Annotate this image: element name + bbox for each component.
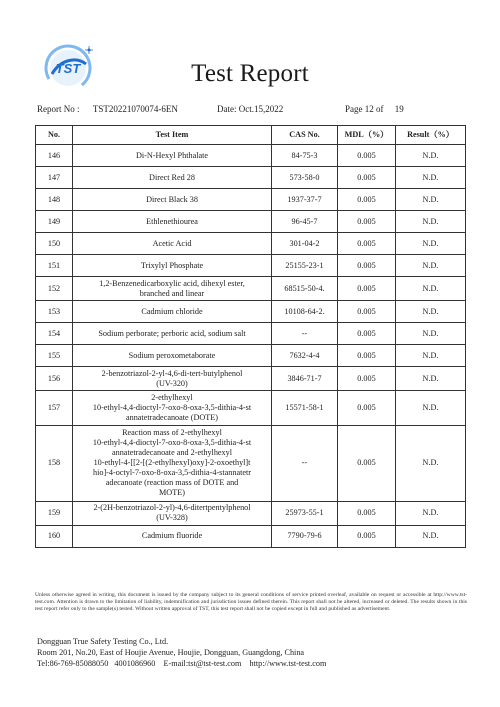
cas-number: 7632-4-4 [272,345,338,367]
table-row [36,367,466,391]
mdl-value: 0.005 [338,345,396,367]
page-of: of [376,104,384,114]
test-item-line: Ethlenethiourea [146,216,198,226]
result-value: N.D. [396,189,466,211]
table-row [36,323,466,345]
date-value: Oct.15,2022 [238,104,284,114]
cas-number: 573-58-0 [272,167,338,189]
row-number: 159 [36,501,73,525]
table-row [36,189,466,211]
row-number: 152 [36,277,73,301]
test-item [73,391,272,426]
column-header-result: Result（%） [396,126,466,145]
test-item [73,277,272,301]
page-total: 19 [394,104,404,114]
date-label: Date: [217,104,237,114]
cas-number: 15571-58-1 [272,391,338,426]
report-no-label: Report No : [37,104,80,114]
table-row [36,425,466,501]
company-address: Room 201, No.20, East of Houjie Avenue, Houjie, Dongguan, Guangdong, China [37,648,305,657]
test-item-line: 2-(2H-benzotriazol-2-yl)-4,6-ditertpentylphenol [93,503,251,513]
test-item [73,211,272,233]
row-number: 157 [36,391,73,426]
result-value: N.D. [396,167,466,189]
test-item-line: Sodium peroxometaborate [128,350,216,360]
test-item-line: 1,2-Benzenedicarboxylic acid, dihexyl ester, [99,278,245,288]
row-number: 146 [36,145,73,167]
test-item [73,167,272,189]
test-item-line: (UV-328) [156,513,188,523]
result-value: N.D. [396,145,466,167]
row-number: 156 [36,367,73,391]
test-item [73,301,272,323]
row-number: 147 [36,167,73,189]
test-item [73,189,272,211]
test-item [73,345,272,367]
table-header-row [36,126,466,145]
test-item-line: branched and linear [139,288,205,298]
mdl-value: 0.005 [338,167,396,189]
result-value: N.D. [396,525,466,547]
table-row [36,233,466,255]
column-header-cas-no: CAS No. [272,126,338,145]
table-row [36,167,466,189]
company-footer [37,636,326,669]
report-title: Test Report [191,60,309,87]
result-value: N.D. [396,367,466,391]
mdl-value: 0.005 [338,391,396,426]
test-item-line: Cadmium fluoride [141,531,203,541]
result-value: N.D. [396,255,466,277]
table-row [36,345,466,367]
test-item-line: 2-ethylhexyl [151,392,193,402]
mdl-value: 0.005 [338,501,396,525]
test-results-table [35,125,466,548]
result-value: N.D. [396,425,466,501]
test-item-line: Trixylyl Phosphate [140,260,204,270]
table-row [36,501,466,525]
test-item-line: Direct Black 38 [146,194,198,204]
cas-number: 25973-55-1 [272,501,338,525]
result-value: N.D. [396,501,466,525]
test-item [73,255,272,277]
row-number: 158 [36,425,73,501]
cas-number: 1937-37-7 [272,189,338,211]
test-item-line: annatetradecanoate and 2-ethylhexyl [111,448,233,458]
test-item [73,425,272,501]
mdl-value: 0.005 [338,145,396,167]
table-row [36,211,466,233]
test-item [73,501,272,525]
test-item-line: Direct Red 28 [149,172,195,182]
test-item [73,367,272,391]
test-item [73,525,272,547]
mdl-value: 0.005 [338,323,396,345]
mdl-value: 0.005 [338,525,396,547]
cas-number: 96-45-7 [272,211,338,233]
test-item-line: Cadmium chloride [141,306,203,316]
test-item-line: 2-benzotriazol-2-yl-4,6-di-tert-butylphenol [101,368,243,378]
cas-number: 10108-64-2. [272,301,338,323]
report-date [217,104,283,114]
row-number: 148 [36,189,73,211]
report-no-value: TST20221070074-6EN [92,104,178,114]
row-number: 153 [36,301,73,323]
mdl-value: 0.005 [338,425,396,501]
test-item-line: 10-ethyl-4-[[2-[(2-ethylhexyl)oxy]-2-oxoethyl]t [93,458,251,468]
result-value: N.D. [396,233,466,255]
mdl-value: 0.005 [338,277,396,301]
table-body [36,145,466,548]
cas-number: -- [272,323,338,345]
company-name: Dongguan True Safety Testing Co., Ltd. [37,637,169,646]
page-current: 12 [364,104,374,114]
test-item-line: hio]-4-octyl-7-oxo-8-oxa-3,5-dithia-4-stannatetr [92,468,251,478]
column-header-mdl: MDL（%） [338,126,396,145]
result-value: N.D. [396,211,466,233]
row-number: 154 [36,323,73,345]
table-row [36,525,466,547]
test-item-line: 10-ethyl-4,4-dioctyl-7-oxo-8-oxa-3,5-dithia-4-st [92,438,252,448]
mdl-value: 0.005 [338,367,396,391]
test-item-line: Reaction mass of 2-ethylhexyl [122,428,222,438]
result-value: N.D. [396,301,466,323]
company-contact: Tel:86-769-85088050 4001086960 E-mail:tst@tst-test.com http://www.tst-test.com [37,659,327,668]
cas-number: -- [272,425,338,501]
result-value: N.D. [396,391,466,426]
row-number: 155 [36,345,73,367]
mdl-value: 0.005 [338,301,396,323]
result-value: N.D. [396,323,466,345]
logo-text: TST [55,61,81,76]
mdl-value: 0.005 [338,255,396,277]
test-item-line: Di-N-Hexyl Phthalate [135,150,209,160]
cas-number: 3846-71-7 [272,367,338,391]
test-item-line: Sodium perborate; perboric acid, sodium salt [98,328,246,338]
result-value: N.D. [396,277,466,301]
test-item-line: adecanoate (reaction mass of DOTE and [105,478,239,488]
table-row [36,145,466,167]
mdl-value: 0.005 [338,189,396,211]
disclaimer-text: Unless otherwise agreed in writing, this document is issued by the company subject to its general conditions of service printed overleaf, available on request or accessible at http://www.tst-test.com. Attention is drawn to the limitation of liability, indemnification and jurisdiction issues defined therein. This report shall not be altered, increased or deleted. The results shown in this test report refer only to the sample(s) tested. Without written approval of TST, this test report shall not be copied except in full and published as advertisement. [35,592,467,612]
cas-number: 25155-23-1 [272,255,338,277]
report-number [37,104,178,114]
test-item-line: (UV-320) [156,378,188,388]
page-indicator [345,104,404,114]
test-item-line: Acetic Acid [152,238,192,248]
mdl-value: 0.005 [338,233,396,255]
table-row [36,277,466,301]
test-item-line: MOTE) [159,488,185,498]
row-number: 160 [36,525,73,547]
result-value: N.D. [396,345,466,367]
cas-number: 84-75-3 [272,145,338,167]
table-row [36,391,466,426]
test-item-line: annatetradecanoate (DOTE) [125,412,219,422]
test-item [73,233,272,255]
mdl-value: 0.005 [338,211,396,233]
cas-number: 7790-79-6 [272,525,338,547]
cas-number: 301-04-2 [272,233,338,255]
cas-number: 68515-50-4. [272,277,338,301]
test-item-line: 10-ethyl-4,4-dioctyl-7-oxo-8-oxa-3,5-dithia-4-st [92,402,252,412]
row-number: 149 [36,211,73,233]
row-number: 151 [36,255,73,277]
page-label: Page [345,104,363,114]
column-header-no: No. [36,126,73,145]
row-number: 150 [36,233,73,255]
test-item [73,323,272,345]
test-item [73,145,272,167]
column-header-test-item: Test Item [73,126,272,145]
table-row [36,255,466,277]
table-row [36,301,466,323]
